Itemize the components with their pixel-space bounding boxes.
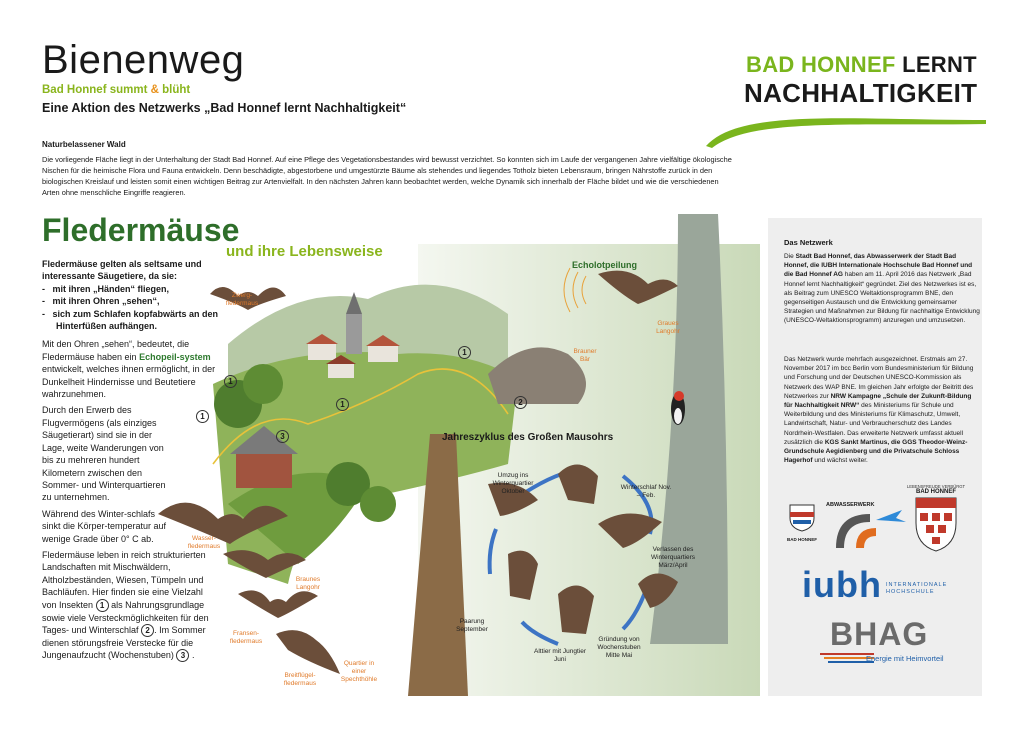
network-paragraph-1: Die Stadt Bad Honnef, das Abwasserwerk der Stadt Bad Honnef, die IUBH Internationale Hochschule Bad Honnef und die Bad Honnef AG haben am 11. April 2016 das Netzwerk „Bad Honnef lernt Nachhaltigkeit“ gegründet. Ziel des Netzwerkes ist es, als Beitrag zum UNESCO Weltaktionsprogramm BNE, den gegenseitigen Austausch und die Entwicklung gemeinsamer Strategien und Maßnahmen zur Bildung für nachhaltige Entwicklung (UNESCO-Weltaktionsprogramm) anzuregen und umzusetzen. <box>784 253 980 325</box>
marker-2: 2 <box>141 624 154 637</box>
bad-honnef-crest-icon <box>912 495 960 553</box>
page-title: Bienenweg <box>42 38 245 82</box>
hibernation-paragraph: Während des Winter-schlafs sinkt die Körper-temperatur auf wenige Grade über 0° C ab. <box>42 508 167 544</box>
label-zwergfledermaus: Zwerg-fledermaus <box>225 292 259 307</box>
abwasserwerk-emblem-icon <box>826 508 910 552</box>
cycle-title: Jahreszyklus des Großen Mausohrs <box>442 432 614 443</box>
map-marker-3: 3 <box>276 430 289 443</box>
list-item: - mit ihren „Händen“ fliegen, <box>42 283 170 294</box>
cycle-winterschlaf: Winterschlaf Nov. – Feb. <box>620 484 672 499</box>
cycle-gruendung: Gründung von Wochenstuben Mitte Mai <box>597 636 641 659</box>
subtitle-part-a: Bad Honnef summt <box>42 84 148 96</box>
flight-paragraph: Durch den Erwerb des Flugvermögens (als einziges Säugetierart) sind sie in der Lage, weite Wanderungen von bis zu mehreren hundert Kilometern zwischen den Sommer- und Winterquartieren zu unternehmen. <box>42 405 166 503</box>
subtitle-ampersand: & <box>150 84 159 96</box>
network-logo-line2: NACHHALTIGKEIT <box>744 78 978 108</box>
list-item: - mit ihren Ohren „sehen“, <box>42 296 160 307</box>
logo-lernt: LERNT <box>902 52 977 77</box>
page-subtitle <box>42 84 190 96</box>
map-marker-1d: 1 <box>458 346 471 359</box>
cycle-alttier: Alttier mit Jungtier Juni <box>533 648 587 663</box>
label-fransenfledermaus: Fransen-fledermaus <box>229 630 263 645</box>
network-logo-line1 <box>746 52 977 78</box>
action-line: Eine Aktion des Netzwerks „Bad Honnef lernt Nachhaltigkeit“ <box>42 101 407 115</box>
label-graues-langohr: Graues Langohr <box>656 320 680 335</box>
logo-swoosh-icon <box>700 90 990 150</box>
map-marker-1a: 1 <box>196 410 209 423</box>
intro-text: Die vorliegende Fläche liegt in der Unterhaltung der Stadt Bad Honnef. Auf eine Pflege des Vegetationsbestandes wird bewusst verzichtet. So konnten sich im Laufe der vergangenen Jahre vielfältige ökologische Nischen für die heimische Flora und Fauna entwickeln. Denn beschädigte, abgestorbene und umgestürzte Bäume als stehendes und liegendes Totholz bieten Lebensraum, bringen Nährstoffe zurück in den biologischen Kreislauf und leisten somit einen wichtigen Beitrag zur Artenvielfalt. In den nächsten Jahren kann beobachtet werden, welche Dynamik sich innerhalb der Fläche bildet und wie die verschiedenen Arten ohne menschliche Eingriffe reagieren. <box>42 155 732 197</box>
bats-subtitle: und ihre Lebensweise <box>226 243 383 260</box>
network-panel <box>768 218 982 696</box>
subtitle-part-b: blüht <box>162 84 191 96</box>
label-quartier-spechthoehle: Quartier in einer Spechthöhle <box>340 660 378 683</box>
bats-lead: Fledermäuse gelten als seltsame und interessante Säugetiere, da sie: <box>42 259 202 282</box>
intro-heading: Naturbelassener Wald <box>42 140 126 149</box>
iubh-logo-sub: INTERNATIONALE HOCHSCHULE <box>886 582 948 595</box>
label-breitfluegelfledermaus: Breitflügel-fledermaus <box>283 672 317 687</box>
coat-of-arms-icon <box>787 502 817 532</box>
bad-honnef-logo: LEBENSFREUDE VERBÜRGT BAD HONNEF <box>904 484 968 558</box>
bats-bullet-list <box>42 283 220 333</box>
label-braunes-langohr: Braunes Langohr <box>295 576 321 591</box>
label-wasserfledermaus: Wasser-fledermaus <box>187 535 221 550</box>
bat-poster <box>38 204 760 696</box>
habitat-paragraph: Fledermäuse leben in reich strukturierten Landschaften mit Mischwäldern, Altholzbeständen, Wiesen, Tümpeln und Bachläufen. Hier finden sie eine Vielzahl von Insekten 1 als Nahrungsgrundlage sowie viele Versteckmöglichkeiten für den Tages- und Winterschlaf 2 . Im Sommer dienen störungsfreie Verstecke für die Jungenaufzucht (Wochenstuben) 3 . <box>42 549 209 661</box>
marker-3: 3 <box>176 649 189 662</box>
bhag-logo-text: BHAG <box>830 616 929 652</box>
echolot-label: Echolotpeilung <box>572 260 637 270</box>
map-marker-2: 2 <box>514 396 527 409</box>
bad-honnef-small-logo: BAD HONNEF <box>782 502 822 542</box>
logo-bad-honnef: BAD HONNEF <box>746 52 896 77</box>
label-brauner-baer: Brauner Bär <box>573 348 597 363</box>
list-item: - sich zum Schlafen kopfabwärts an den Hinterfüßen aufhängen. <box>42 308 219 332</box>
network-heading: Das Netzwerk <box>784 238 833 247</box>
cycle-verlassen: Verlassen des Winterquartiers März/April <box>650 546 696 569</box>
bats-intro <box>42 258 220 662</box>
cycle-umzug: Umzug ins Winterquartier Oktober <box>492 472 534 495</box>
network-paragraph-2: Das Netzwerk wurde mehrfach ausgezeichnet. Erstmals am 27. November 2017 im bcc Berlin vom Bundesministerium für Bildung und Forschung und der Deutschen UNESCO-Kommission als Netzwerk des WAP BNE. Im gleichen Jahr erfolgte der Beitritt des Netzwerkes zur NRW Kampagne „Schule der Zukunft-Bildung für Nachhaltigkeit NRW“ des Ministeriums für Schule und Weiterbildung und des Ministeriums für Klimaschutz, Umwelt, Landwirtschaft, Natur- und Verbraucherschutz des Landes Nordrhein-Westfalen. Das erweiterte Netzwerk umfasst aktuell zusätzlich die KGS Sankt Martinus, die GGS Theodor-Weinz-Grundschule Aegidienberg und die Privatschule Schloss Hagerhof und wächst weiter. <box>784 356 974 465</box>
marker-1: 1 <box>96 599 109 612</box>
cycle-paarung: Paarung September <box>456 618 488 633</box>
iubh-logo-text: iubh <box>802 564 882 605</box>
echo-term: Echopeil-system <box>139 351 211 362</box>
bats-title: Fledermäuse <box>42 212 240 248</box>
map-marker-1c: 1 <box>336 398 349 411</box>
echo-paragraph: Mit den Ohren „sehen“, bedeutet, die Fledermäuse haben ein Echopeil-system entwickelt, welches ihnen ermöglicht, in der Dunkelheit Hindernisse und Beutetiere wahrzunehmen. <box>42 339 216 400</box>
bhag-logo-sub: Energie mit Heimvorteil <box>866 654 944 663</box>
abwasserwerk-logo: ABWASSERWERK <box>826 502 910 557</box>
map-marker-1b: 1 <box>224 375 237 388</box>
